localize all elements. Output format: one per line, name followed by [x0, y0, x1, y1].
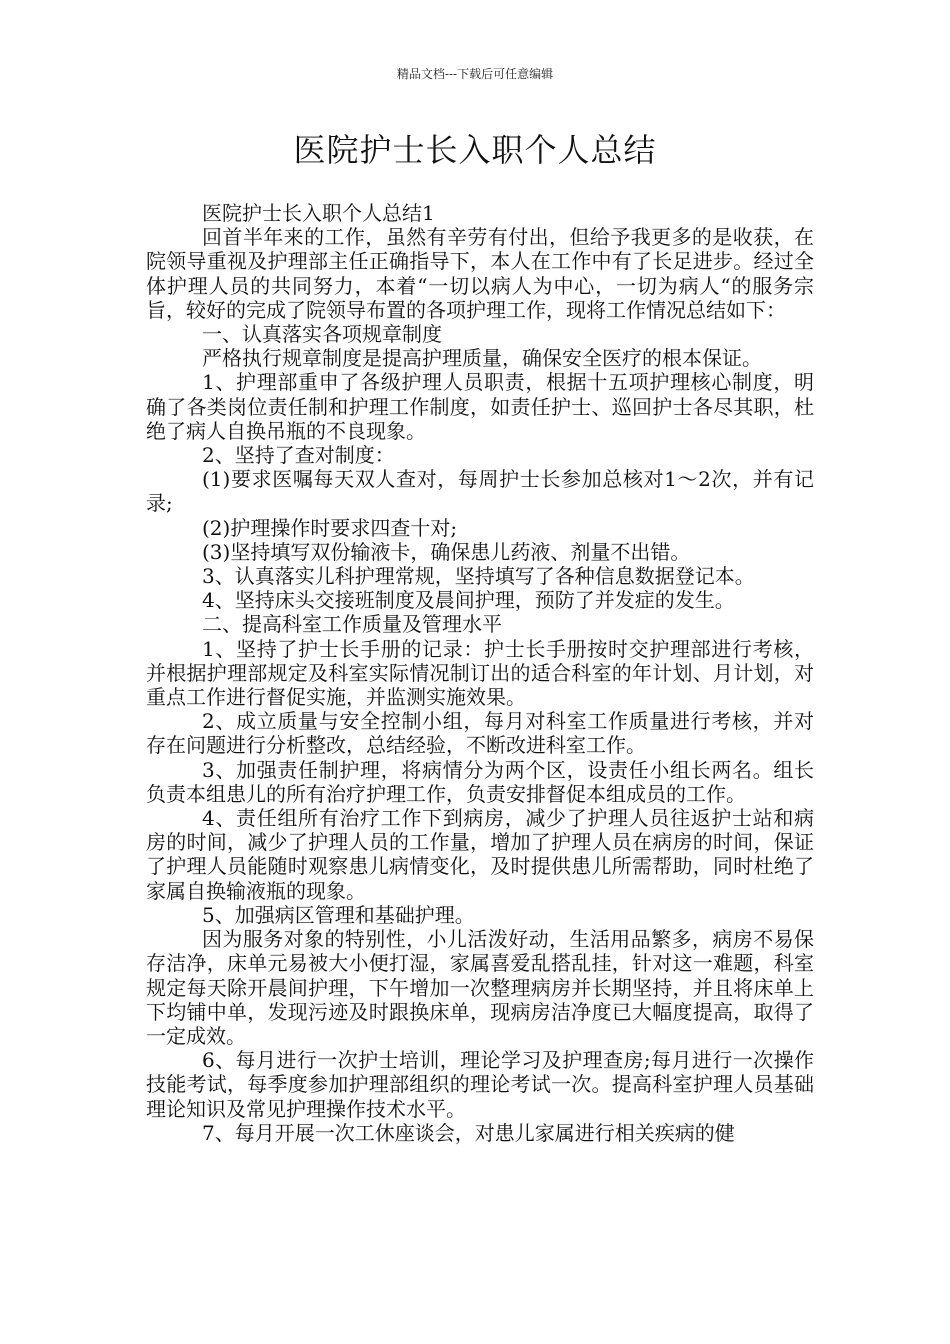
paragraph: (1)要求医嘱每天双人查对，每周护士长参加总核对1～2次，并有记录;	[146, 467, 814, 516]
paragraph: 3、加强责任制护理，将病情分为两个区，设责任小组长两名。组长负责本组患儿的所有治疗护理工作，负责安排督促本组成员的工作。	[146, 757, 814, 806]
paragraph: 严格执行规章制度是提高护理质量，确保安全医疗的根本保证。	[202, 346, 762, 371]
paragraph: 2、成立质量与安全控制小组，每月对科室工作质量进行考核，并对存在问题进行分析整改，总结经验，不断改进科室工作。	[146, 709, 814, 758]
paragraph: (2)护理操作时要求四查十对;	[202, 515, 458, 540]
section-heading: 二、提高科室工作质量及管理水平	[202, 612, 502, 637]
paragraph: (3)坚持填写双份输液卡，确保患儿药液、剂量不出错。	[202, 539, 691, 564]
paragraph: 因为服务对象的特别性，小儿活泼好动，生活用品繁多，病房不易保存洁净，床单元易被大小便打湿，家属喜爱乱搭乱挂，针对这一难题，科室规定每天除开晨间护理，下午增加一次整理病房并长期坚持，并且将床单上下均铺中单，发现污迹及时跟换床单，现病房洁净度已大幅度提高，取得了一定成效。	[146, 927, 814, 1048]
paragraph: 4、坚持床头交接班制度及晨间护理，预防了并发症的发生。	[202, 588, 735, 613]
paragraph: 4、责任组所有治疗工作下到病房，减少了护理人员往返护士站和病房的时间，减少了护理人员的工作量，增加了护理人员在病房的时间，保证了护理人员能随时观察患儿病情变化，及时提供患儿所需帮助，同时杜绝了家属自换输液瓶的现象。	[146, 806, 814, 903]
paragraph: 2、坚持了查对制度：	[202, 443, 395, 468]
document-title: 医院护士长入职个人总结	[293, 131, 657, 169]
paragraph: 1、坚持了护士长手册的记录：护士长手册按时交护理部进行考核，并根据护理部规定及科室实际情况制订出的适合科室的年计划、月计划，对重点工作进行督促实施，并监测实施效果。	[146, 636, 814, 710]
paragraph: 回首半年来的工作，虽然有辛劳有付出，但给予我更多的是收获，在院领导重视及护理部主任正确指导下，本人在工作中有了长足进步。经过全体护理人员的共同努力，本着“一切以病人为中心，一切为病人“的服务宗旨，较好的完成了院领导布置的各项护理工作，现将工作情况总结如下：	[146, 225, 814, 322]
paragraph: 6、每月进行一次护士培训，理论学习及护理查房;每月进行一次操作技能考试，每季度参加护理部组织的理论考试一次。提高科室护理人员基础理论知识及常见护理操作技术水平。	[146, 1048, 814, 1121]
section-heading: 医院护士长入职个人总结1	[202, 201, 435, 225]
section-heading: 一、认真落实各项规章制度	[202, 322, 442, 347]
paragraph: 7、每月开展一次工休座谈会，对患儿家属进行相关疾病的健	[202, 1120, 735, 1145]
paragraph: 5、加强病区管理和基础护理。	[202, 902, 475, 927]
header-note: 精品文档---下载后可任意编辑	[396, 67, 554, 81]
paragraph: 3、认真落实儿科护理常规，坚持填写了各种信息数据登记本。	[202, 564, 755, 589]
paragraph: 1、护理部重申了各级护理人员职责，根据十五项护理核心制度，明确了各类岗位责任制和护理工作制度，如责任护士、巡回护士各尽其职，杜绝了病人自换吊瓶的不良现象。	[146, 370, 814, 443]
document-body	[146, 201, 814, 1145]
